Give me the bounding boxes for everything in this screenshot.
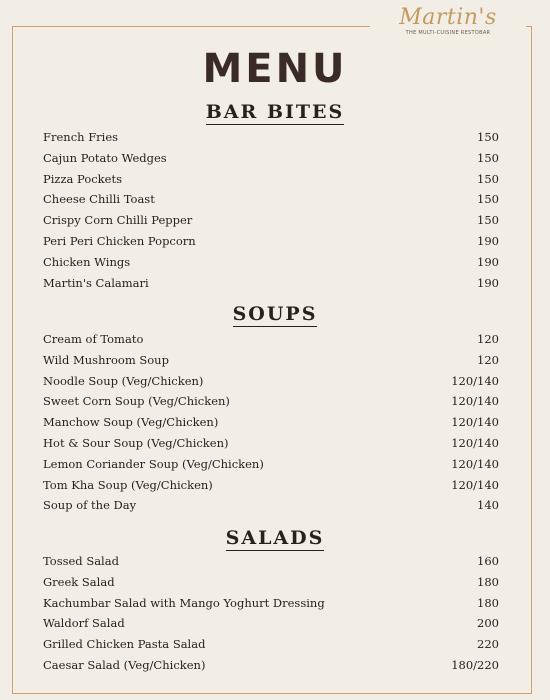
item-name: Waldorf Salad [43,616,125,631]
menu-title: MENU [202,46,348,92]
item-name: Chicken Wings [43,254,131,269]
menu-item [43,572,499,593]
menu-item [43,433,499,454]
item-price: 120 [477,352,499,367]
menu-item [43,273,499,294]
item-price: 120/140 [451,456,499,471]
menu-item [43,475,499,496]
menu-item [43,329,499,350]
menu-item [43,613,499,634]
menu-item [43,551,499,572]
item-name: Tossed Salad [43,554,119,568]
menu-item [43,634,499,655]
item-price: 190 [477,233,499,248]
item-name: Pizza Pockets [43,171,122,186]
item-price: 140 [477,498,499,513]
item-price: 190 [477,275,499,290]
item-name: Noodle Soup (Veg/Chicken) [43,373,204,388]
item-price: 120/140 [451,394,499,409]
item-name: Tom Kha Soup (Veg/Chicken) [43,477,213,492]
item-name: Sweet Corn Soup (Veg/Chicken) [43,394,230,409]
item-name: Crispy Corn Chilli Pepper [43,213,193,228]
item-price: 120/140 [451,477,499,492]
item-price: 160 [477,554,499,568]
item-name: Soup of the Day [43,498,137,513]
logo-tagline: THE MULTI-CUISINE RESTOBAR [405,30,491,36]
section-title-bar-bites: BAR BITES [205,101,345,123]
menu-item [43,655,499,676]
item-price: 150 [477,171,499,186]
item-name: Cream of Tomato [43,332,144,346]
item-price: 180 [477,574,499,589]
item-price: 120 [477,332,499,346]
menu-item [43,593,499,614]
menu-item [43,189,499,210]
logo-wordmark: Martin's [399,5,497,30]
menu-item [43,495,499,516]
item-price: 200 [477,616,499,631]
section-items-soups [43,329,499,516]
item-name: Caesar Salad (Veg/Chicken) [43,657,206,672]
menu-item [43,169,499,190]
item-price: 120/140 [451,415,499,430]
item-price: 150 [477,192,499,207]
item-name: Lemon Coriander Soup (Veg/Chicken) [43,456,264,471]
item-price: 180/220 [451,657,499,672]
section-items-salads [43,551,499,676]
item-price: 120/140 [451,373,499,388]
item-name: Cajun Potato Wedges [43,150,167,165]
menu-item [43,210,499,231]
menu-item [43,148,499,169]
item-price: 220 [477,637,499,652]
item-price: 150 [477,213,499,228]
menu-item [43,412,499,433]
menu-item [43,127,499,148]
section-title-salads: SALADS [225,527,325,549]
item-name: Wild Mushroom Soup [43,352,169,367]
item-name: Martin's Calamari [43,275,149,290]
item-name: French Fries [43,130,119,144]
menu-item [43,252,499,273]
item-price: 120/140 [451,435,499,450]
item-price: 150 [477,150,499,165]
item-name: Hot & Sour Soup (Veg/Chicken) [43,435,229,450]
item-price: 150 [477,130,499,144]
item-name: Grilled Chicken Pasta Salad [43,637,206,652]
menu-item [43,454,499,475]
restaurant-logo [370,4,526,46]
section-items-bar-bites [43,127,499,293]
item-name: Manchow Soup (Veg/Chicken) [43,415,219,430]
item-name: Peri Peri Chicken Popcorn [43,233,196,248]
section-title-soups: SOUPS [232,303,318,325]
item-name: Cheese Chilli Toast [43,192,155,207]
item-price: 190 [477,254,499,269]
menu-item [43,350,499,371]
item-name: Kachumbar Salad with Mango Yoghurt Dressing [43,595,325,610]
item-name: Greek Salad [43,574,115,589]
menu-item [43,231,499,252]
menu-item [43,371,499,392]
item-price: 180 [477,595,499,610]
menu-item [43,391,499,412]
